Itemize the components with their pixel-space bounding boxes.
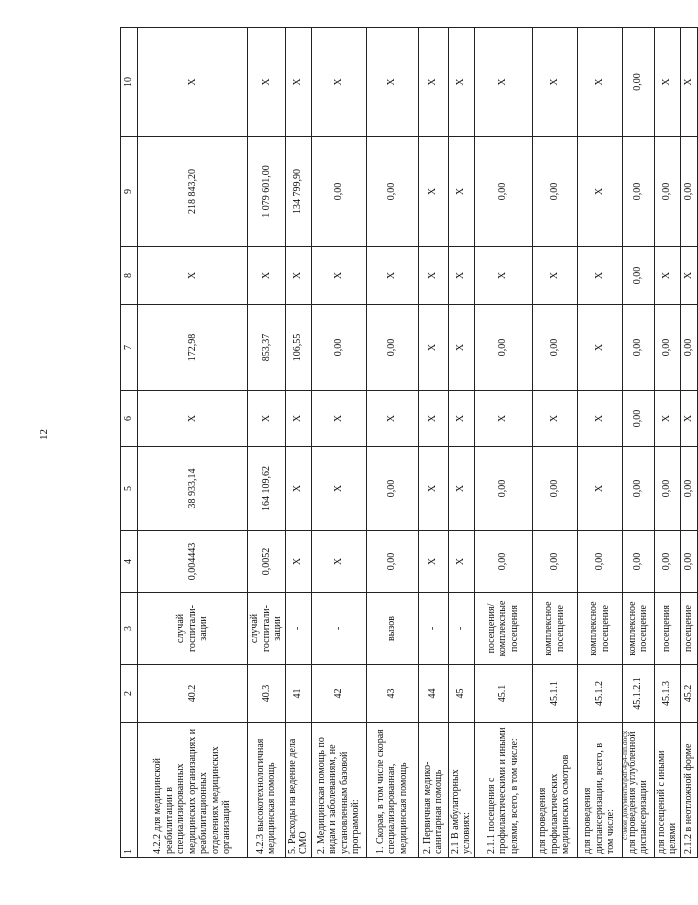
table-cell: 164 109,62 xyxy=(248,447,286,531)
header-cell: 7 xyxy=(121,305,138,391)
table-cell: X xyxy=(654,391,680,447)
table-cell: X xyxy=(448,305,474,391)
header-cell: 2 xyxy=(121,665,138,723)
table-cell: случай госпитали-зации xyxy=(138,593,248,665)
table-cell: 0,00 xyxy=(311,137,366,247)
table-row xyxy=(311,28,366,858)
table-cell: 44 xyxy=(418,665,448,723)
table-cell: X xyxy=(577,137,622,247)
table-row xyxy=(474,28,532,858)
table-cell: 2.1.2 в неотложной форме xyxy=(680,723,697,858)
table-cell: X xyxy=(311,247,366,305)
table-cell: 0,00 xyxy=(622,305,654,391)
table-cell: 38 933,14 xyxy=(138,447,248,531)
table-cell: 0,00 xyxy=(474,447,532,531)
table-cell: 0,00 xyxy=(532,447,577,531)
table-cell: 2. Медицинская помощь по видам и заболеваниям, не установленным базовой программой: xyxy=(311,723,366,858)
table-cell: случай госпитали-зации xyxy=(248,593,286,665)
table-cell: X xyxy=(532,391,577,447)
table-cell: 0,00 xyxy=(654,305,680,391)
table-cell: комплексное посещение xyxy=(622,593,654,665)
table-cell: 106,55 xyxy=(285,305,311,391)
table-cell: для проведения диспансеризации, всего, в том числе: xyxy=(577,723,622,858)
table-cell: 0,00 xyxy=(622,28,654,137)
table-cell: для проведения углубленной диспансеризации xyxy=(622,723,654,858)
table-cell: 0,00 xyxy=(622,137,654,247)
table-cell: 45.2 xyxy=(680,665,697,723)
table-cell: 0,00 xyxy=(366,531,418,593)
table-cell: 0,00 xyxy=(680,447,697,531)
header-cell: 1 xyxy=(121,723,138,858)
header-cell: 5 xyxy=(121,447,138,531)
table-cell: 42 xyxy=(311,665,366,723)
table-cell: комплексное посещение xyxy=(577,593,622,665)
table-cell: комплексное посещение xyxy=(532,593,577,665)
header-row xyxy=(121,28,138,858)
header-cell: 4 xyxy=(121,531,138,593)
header-cell: 3 xyxy=(121,593,138,665)
table-cell: 0,0052 xyxy=(248,531,286,593)
table-row xyxy=(138,28,248,858)
table-cell: X xyxy=(248,391,286,447)
table-cell: 2. Первичная медико-санитарная помощь xyxy=(418,723,448,858)
table-cell: X xyxy=(285,531,311,593)
table-cell: 218 843,20 xyxy=(138,137,248,247)
data-table xyxy=(120,27,698,858)
table-cell: X xyxy=(138,391,248,447)
table-cell: X xyxy=(448,391,474,447)
table-cell: 40.3 xyxy=(248,665,286,723)
table-cell: X xyxy=(311,391,366,447)
table-cell: 45.1.2.1 xyxy=(622,665,654,723)
table-cell: 45.1.1 xyxy=(532,665,577,723)
table-cell: X xyxy=(248,28,286,137)
table-cell: - xyxy=(311,593,366,665)
table-cell: 0,00 xyxy=(577,531,622,593)
table-cell: 0,00 xyxy=(366,305,418,391)
table-cell: X xyxy=(248,247,286,305)
table-cell: 0,00 xyxy=(654,137,680,247)
table-cell: 0,00 xyxy=(532,531,577,593)
table-cell: X xyxy=(285,247,311,305)
table-cell: 45.1.3 xyxy=(654,665,680,723)
table-cell: 40.2 xyxy=(138,665,248,723)
table-cell: X xyxy=(418,28,448,137)
table-cell: 0,00 xyxy=(622,531,654,593)
table-cell: 0,00 xyxy=(366,137,418,247)
table-cell: X xyxy=(680,391,697,447)
table-cell: X xyxy=(366,28,418,137)
table-cell: 0,004443 xyxy=(138,531,248,593)
table-cell: 0,00 xyxy=(622,247,654,305)
table-cell: X xyxy=(138,247,248,305)
table-cell: посещения/ комплексные посещения xyxy=(474,593,532,665)
table-row xyxy=(577,28,622,858)
table-cell: X xyxy=(577,28,622,137)
table-cell: 2.1.1 посещения с профилактическими и иными целями, всего, в том числе: xyxy=(474,723,532,858)
table-cell: 45.1 xyxy=(474,665,532,723)
table-cell: X xyxy=(311,447,366,531)
table-cell: 0,00 xyxy=(474,137,532,247)
table-row xyxy=(680,28,697,858)
table-cell: X xyxy=(577,447,622,531)
table-cell: посещение xyxy=(680,593,697,665)
table-cell: X xyxy=(448,28,474,137)
header-cell: 9 xyxy=(121,137,138,247)
table-cell: X xyxy=(285,391,311,447)
table-cell: X xyxy=(654,247,680,305)
table-cell: 45.1.2 xyxy=(577,665,622,723)
table-cell: 0,00 xyxy=(622,391,654,447)
table-row xyxy=(366,28,418,858)
table-cell: 41 xyxy=(285,665,311,723)
table-body xyxy=(121,28,698,858)
table-cell: X xyxy=(418,247,448,305)
table-cell: 5. Расходы на ведение дела СМО xyxy=(285,723,311,858)
table-cell: 0,00 xyxy=(680,137,697,247)
table-row xyxy=(285,28,311,858)
table-cell: 0,00 xyxy=(532,137,577,247)
table-cell: X xyxy=(448,447,474,531)
table-row xyxy=(448,28,474,858)
table-cell: - xyxy=(418,593,448,665)
table-cell: 0,00 xyxy=(474,531,532,593)
table-cell: X xyxy=(311,28,366,137)
footer-file-path: c:\мои документы\pdf\454-пп.docx xyxy=(620,730,629,840)
table-row xyxy=(418,28,448,858)
table-cell: 172,98 xyxy=(138,305,248,391)
table-cell: посещения xyxy=(654,593,680,665)
table-cell: 1 079 601,00 xyxy=(248,137,286,247)
table-cell: 0,00 xyxy=(654,531,680,593)
table-cell: X xyxy=(366,247,418,305)
table-cell: X xyxy=(285,28,311,137)
table-cell: X xyxy=(448,137,474,247)
table-cell: 0,00 xyxy=(654,447,680,531)
table-cell: X xyxy=(418,447,448,531)
table-cell: 0,00 xyxy=(311,305,366,391)
table-cell: 0,00 xyxy=(680,305,697,391)
table-cell: X xyxy=(577,391,622,447)
table-cell: 853,37 xyxy=(248,305,286,391)
table-cell: 1. Скорая, в том числе скорая специализированная, медицинская помощь xyxy=(366,723,418,858)
table-cell: для посещений с иными целями xyxy=(654,723,680,858)
table-cell: X xyxy=(448,531,474,593)
table-cell: X xyxy=(577,305,622,391)
table-cell: 134 799,90 xyxy=(285,137,311,247)
table-cell: 43 xyxy=(366,665,418,723)
table-cell: X xyxy=(474,391,532,447)
table-cell: 45 xyxy=(448,665,474,723)
table-cell: X xyxy=(532,28,577,137)
table-cell: 0,00 xyxy=(366,447,418,531)
table-cell: X xyxy=(285,447,311,531)
header-cell: 8 xyxy=(121,247,138,305)
table-cell: X xyxy=(532,247,577,305)
table-cell: X xyxy=(577,247,622,305)
table-cell: 0,00 xyxy=(622,447,654,531)
table-cell: X xyxy=(418,137,448,247)
table-row xyxy=(654,28,680,858)
table-cell: X xyxy=(418,391,448,447)
table-cell: 2.1 В амбулаторных условиях: xyxy=(448,723,474,858)
table-cell: - xyxy=(448,593,474,665)
table-cell: X xyxy=(474,247,532,305)
table-cell: 4.2.3 высокотехнологичная медицинская помощь xyxy=(248,723,286,858)
table-cell: 4.2.2 для медицинской реабилитации в специализированных медицинских организациях и реабилитационных отделениях медицинских организаций xyxy=(138,723,248,858)
header-cell: 10 xyxy=(121,28,138,137)
table-cell: X xyxy=(418,305,448,391)
table-cell: - xyxy=(285,593,311,665)
table-cell: X xyxy=(680,247,697,305)
table-row xyxy=(532,28,577,858)
table-cell: 0,00 xyxy=(474,305,532,391)
page-number: 12 xyxy=(38,429,50,440)
table-cell: X xyxy=(418,531,448,593)
table-cell: вызов xyxy=(366,593,418,665)
table-cell: для проведения профилактических медицинских осмотров xyxy=(532,723,577,858)
table-cell: X xyxy=(366,391,418,447)
table-cell: X xyxy=(311,531,366,593)
table-cell: X xyxy=(680,28,697,137)
table-cell: X xyxy=(474,28,532,137)
table-cell: X xyxy=(654,28,680,137)
table-cell: X xyxy=(138,28,248,137)
table-row xyxy=(248,28,286,858)
header-cell: 6 xyxy=(121,391,138,447)
table-cell: X xyxy=(448,247,474,305)
table-cell: 0,00 xyxy=(532,305,577,391)
table-cell: 0,00 xyxy=(680,531,697,593)
